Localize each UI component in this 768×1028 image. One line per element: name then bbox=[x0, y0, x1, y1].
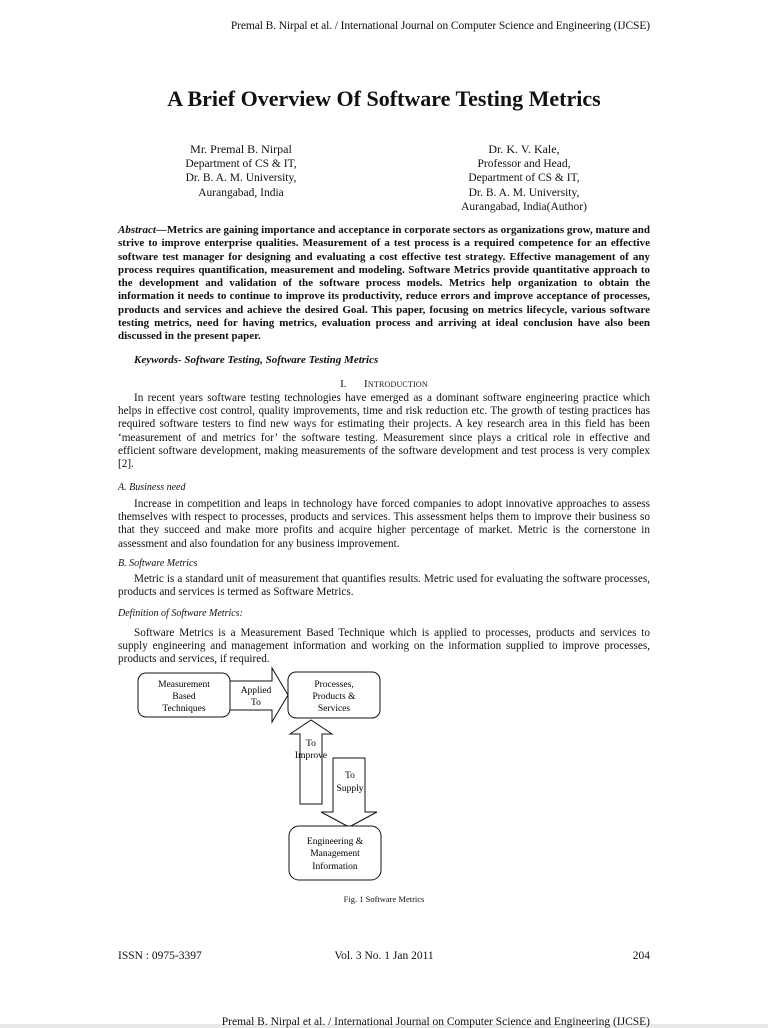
intro-paragraph: In recent years software testing technologies have emerged as a dominant software engineering practice which helps in effective cost control, quality improvements, time and risk reduction etc. The growth of testing practices has required software testers to find new ways for estimating their projects. A key research area in this field has been ‘measurement of and metrics for’ the software testing. Measurement since plays a critical role in effective and efficient software development, making measurements of the software development and test process is very complex [2]. bbox=[118, 392, 650, 471]
abstract bbox=[118, 224, 650, 344]
paper-title: A Brief Overview Of Software Testing Metrics bbox=[167, 86, 601, 111]
arrow-up-line: Improve bbox=[294, 751, 328, 761]
box1-line: Measurement bbox=[158, 680, 210, 690]
next-page-running-header: Premal B. Nirpal et al. / International Journal on Computer Science and Engineering (IJCSE) bbox=[221, 1016, 650, 1028]
section-heading bbox=[0, 378, 768, 390]
box2-line: Services bbox=[317, 704, 351, 714]
author-block-1 bbox=[158, 142, 324, 200]
box2-line: Products & bbox=[312, 692, 356, 702]
subsection-a-title: A. Business need bbox=[118, 482, 186, 493]
author-affiliation-line: Professor and Head, bbox=[477, 157, 571, 170]
subsection-b-title: B. Software Metrics bbox=[118, 558, 198, 569]
arrow1-line: To bbox=[251, 698, 261, 708]
author-affiliation-line: Dr. B. A. M. University, bbox=[185, 172, 297, 184]
footer-page-number: 204 bbox=[632, 950, 650, 962]
abstract-label: Abstract bbox=[118, 224, 156, 236]
to-improve-arrow bbox=[290, 720, 332, 804]
author-affiliation-line: Dr. B. A. M. University, bbox=[468, 186, 580, 199]
box3-line: Information bbox=[312, 862, 358, 872]
author-name: Mr. Premal B. Nirpal bbox=[190, 142, 292, 156]
author-affiliation-line: Aurangabad, India bbox=[198, 186, 284, 199]
arrow-up-line: To bbox=[306, 739, 316, 749]
keywords: Keywords- Software Testing, Software Testing Metrics bbox=[134, 354, 379, 366]
arrow-down-line: To bbox=[345, 771, 355, 781]
definition-title: Definition of Software Metrics: bbox=[118, 608, 243, 619]
box3-line: Engineering & bbox=[306, 837, 364, 847]
software-metrics-diagram bbox=[100, 664, 520, 914]
footer-volume: Vol. 3 No. 1 Jan 2011 bbox=[334, 950, 434, 962]
subsection-b-paragraph: Metric is a standard unit of measurement that quantifies results. Metric used for evaluating the software processes, products and services is termed as Software Metrics. bbox=[118, 573, 650, 599]
section-title: Introduction bbox=[364, 378, 428, 390]
box3-line: Management bbox=[310, 849, 360, 859]
author-block-2 bbox=[430, 142, 618, 215]
arrow1-line: Applied bbox=[240, 686, 272, 696]
author-affiliation-line: Aurangabad, India(Author) bbox=[461, 201, 587, 213]
box1-line: Based bbox=[172, 692, 196, 702]
footer-issn: ISSN : 0975-3397 bbox=[118, 950, 202, 962]
arrow-down-line: Supply bbox=[336, 784, 364, 794]
author-affiliation-line: Department of CS & IT, bbox=[468, 172, 580, 184]
abstract-text: —Metrics are gaining importance and acceptance in corporate sectors as organizations grow, mature and strive to improve enterprise qualities. Measurement of a test process is a required competence for an effective software test manager for designing and evaluating a cost effective test strategy. Effective management of any process requires quantification, measurement and modeling. Software Metrics provide quantitative approach to the development and validation of the software process models. Metrics help organization to obtain the information it needs to continue to improve its productivity, reduce errors and improve acceptance of processes, products and services and achieve the desired Goal. This paper, focusing on metrics lifecycle, various software testing metrics, need for having metrics, evaluation process and arriving at ideal conclusion have also been discussed in the present paper. bbox=[118, 224, 650, 343]
box1-line: Techniques bbox=[162, 704, 206, 714]
definition-paragraph: Software Metrics is a Measurement Based Technique which is applied to processes, products and services to supply engineering and management information and working on the information supplied to improve processes, products and services, if required. bbox=[118, 627, 650, 666]
subsection-a-paragraph: Increase in competition and leaps in technology have forced companies to adopt innovative approaches to assess themselves with respect to processes, products and services. This assessment helps them to improve their business so that they succeed and make more profits and acquire higher percentage of market. Metric is the cornerstone in assessment and also foundation for any business improvement. bbox=[118, 498, 650, 550]
running-header: Premal B. Nirpal et al. / International Journal on Computer Science and Engineering (IJCSE) bbox=[230, 20, 650, 32]
author-name: Dr. K. V. Kale, bbox=[488, 142, 560, 156]
section-number: I. bbox=[340, 378, 347, 390]
box2-line: Processes, bbox=[314, 680, 354, 690]
figure-caption: Fig. 1 Software Metrics bbox=[343, 894, 425, 904]
author-affiliation-line: Department of CS & IT, bbox=[185, 157, 297, 170]
